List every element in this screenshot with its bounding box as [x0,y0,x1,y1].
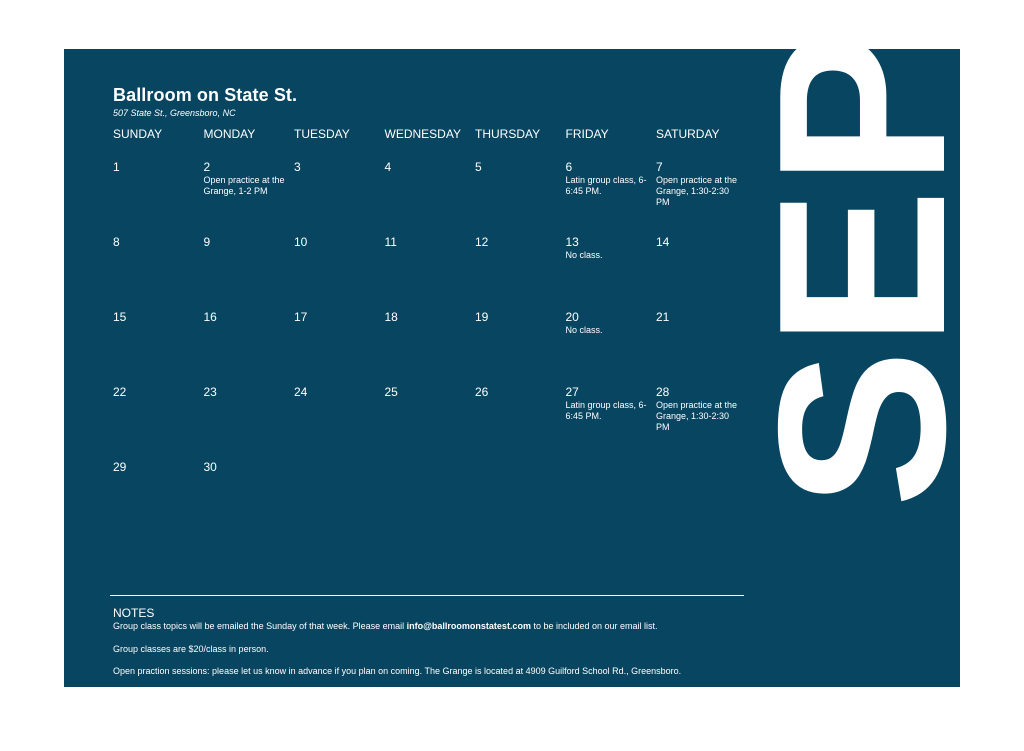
calendar-day [475,158,566,233]
day-number: 27 [565,385,579,399]
calendar-day [294,158,385,233]
calendar-day [204,383,295,458]
day-number: 29 [113,460,127,474]
day-number: 13 [565,235,579,249]
day-number: 22 [113,385,127,399]
calendar-day [294,233,385,308]
calendar-day [385,308,476,383]
day-note: No class. [565,250,603,260]
day-number: 15 [113,310,127,324]
day-number: 24 [294,385,308,399]
day-number: 30 [203,460,217,474]
calendar-day [475,383,566,458]
calendar-day [294,308,385,383]
day-note: Open practice at the Grange, 1:30-2:30 PM [656,400,738,432]
month-label: SEP [730,25,995,509]
weekday-saturday: SATURDAY [656,127,720,141]
day-note: Open practice at the Grange, 1-2 PM [203,175,285,196]
calendar-week [113,158,749,233]
day-number: 6 [565,160,573,174]
calendar-day [294,383,385,458]
calendar-day [566,233,657,308]
day-number: 23 [203,385,217,399]
calendar-day [204,458,295,533]
calendar-day [204,158,295,233]
calendar-day [566,458,657,533]
notes-line-email [113,621,658,631]
calendar-day [475,233,566,308]
calendar-day [113,458,204,533]
notes-line-practice: Open praction sessions: please let us know in advance if you plan on coming. The Grange is located at 4909 Guilford School Rd., Greensboro. [113,666,682,676]
calendar-week [113,308,749,383]
calendar-page [64,25,995,687]
calendar-grid [113,127,749,533]
notes-heading: NOTES [113,606,155,620]
day-number: 19 [475,310,489,324]
calendar-day [385,458,476,533]
weekday-thursday: THURSDAY [475,127,541,141]
calendar-week [113,383,749,458]
calendar-week [113,458,749,533]
day-number: 8 [113,235,120,249]
venue-address: 507 State St., Greensboro, NC [113,108,236,118]
calendar-week [113,233,749,308]
day-number: 9 [203,235,211,249]
day-number: 21 [656,310,670,324]
calendar-day [294,458,385,533]
day-number: 25 [384,385,398,399]
notes-text: to be included on our email list. [530,621,658,631]
weekday-friday: FRIDAY [565,127,609,141]
calendar-day [566,308,657,383]
notes-text: Group class topics will be emailed the Sunday of that week. Please email [113,621,407,631]
day-note: Latin group class, 6-6:45 PM. [565,400,647,421]
day-number: 28 [656,385,670,399]
notes-line-price: Group classes are $20/class in person. [113,644,269,654]
day-note: No class. [565,325,603,335]
day-number: 5 [475,160,482,174]
day-number: 11 [384,235,397,249]
day-number: 4 [384,160,392,174]
day-number: 26 [475,385,489,399]
day-number: 18 [384,310,398,324]
contact-email: info@ballroomonstatest.com [406,621,531,631]
weekday-wednesday: WEDNESDAY [384,127,461,141]
notes-divider [110,595,744,596]
calendar-day [113,308,204,383]
calendar-day [113,233,204,308]
calendar-day [204,233,295,308]
day-number: 20 [565,310,579,324]
calendar-day [475,308,566,383]
day-number: 14 [656,235,670,249]
calendar-day [385,233,476,308]
calendar-day [566,158,657,233]
calendar-day [113,383,204,458]
weekday-monday: MONDAY [203,127,256,141]
day-number: 2 [203,160,211,174]
day-number: 10 [294,235,308,249]
day-note: Latin group class, 6-6:45 PM. [565,175,647,196]
day-note: Open practice at the Grange, 1:30-2:30 PM [656,175,738,207]
calendar-day [113,158,204,233]
calendar-day [204,308,295,383]
day-number: 3 [294,160,301,174]
day-number: 16 [203,310,217,324]
calendar-day [385,383,476,458]
calendar-day [385,158,476,233]
calendar-day [475,458,566,533]
page-title: Ballroom on State St. [113,85,298,105]
weekday-tuesday: TUESDAY [294,127,350,141]
calendar-day [566,383,657,458]
day-number: 1 [113,160,120,174]
day-number: 7 [656,160,663,174]
day-number: 12 [475,235,489,249]
weekday-sunday: SUNDAY [113,127,163,141]
weekday-header-row [113,127,749,151]
day-number: 17 [294,310,308,324]
